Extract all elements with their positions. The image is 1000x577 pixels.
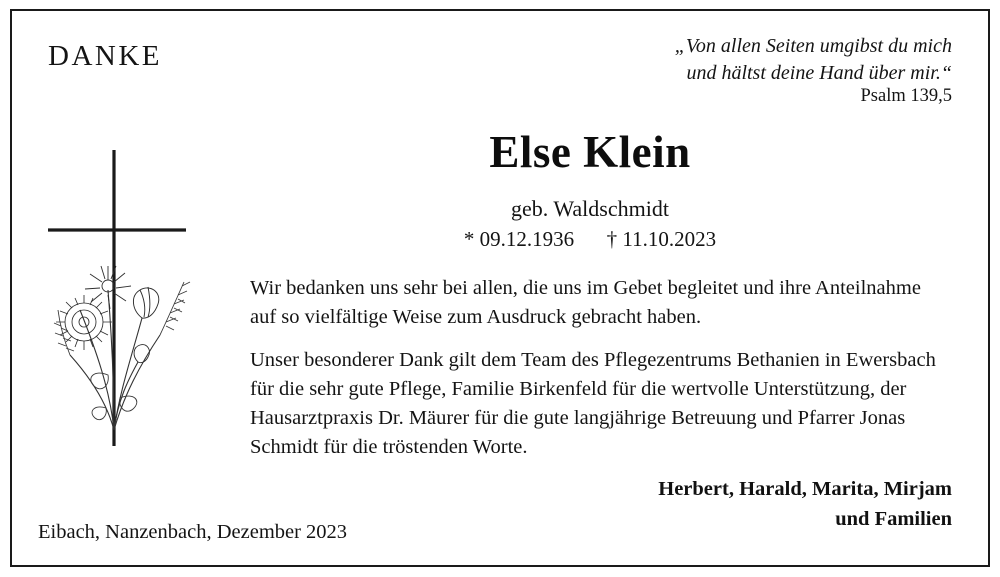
verse-line-1: „Von allen Seiten umgibst du mich xyxy=(674,35,952,57)
thanks-paragraph-2: Unser besonderer Dank gilt dem Team des Pflegezentrums Bethanien in Ewersbach für die sehr gute Pflege, Familie Birkenfeld für die wertvolle Unterstützung, der Hausarztpraxis Dr. Mäurer für die gute langjährige Betreuung und Pfarrer Jonas Schmidt für die tröstenden Worte. xyxy=(250,349,936,459)
place-and-date: Eibach, Nanzenbach, Dezember 2023 xyxy=(38,521,348,543)
verse-line-2: und hältst deine Hand über mir.“ xyxy=(686,62,952,84)
signature-line-2: und Familien xyxy=(835,507,952,530)
bible-verse xyxy=(532,33,952,87)
cross-with-flowers-icon xyxy=(36,150,236,460)
death-date: † 11.10.2023 xyxy=(606,227,717,251)
birth-date: * 09.12.1936 xyxy=(463,227,575,251)
page-title: DANKE xyxy=(48,40,162,72)
deceased-maiden-name: geb. Waldschmidt xyxy=(511,196,669,221)
signature-line-1: Herbert, Harald, Marita, Mirjam xyxy=(658,478,952,500)
deceased-name: Else Klein xyxy=(489,127,691,177)
verse-reference: Psalm 139,5 xyxy=(860,86,952,106)
family-signature xyxy=(532,475,952,534)
thanks-paragraph-1: Wir bedanken uns sehr bei allen, die uns im Gebet begleitet und ihre Anteilnahme auf so vielfältige Weise zum Ausdruck gebracht haben. xyxy=(250,277,921,329)
